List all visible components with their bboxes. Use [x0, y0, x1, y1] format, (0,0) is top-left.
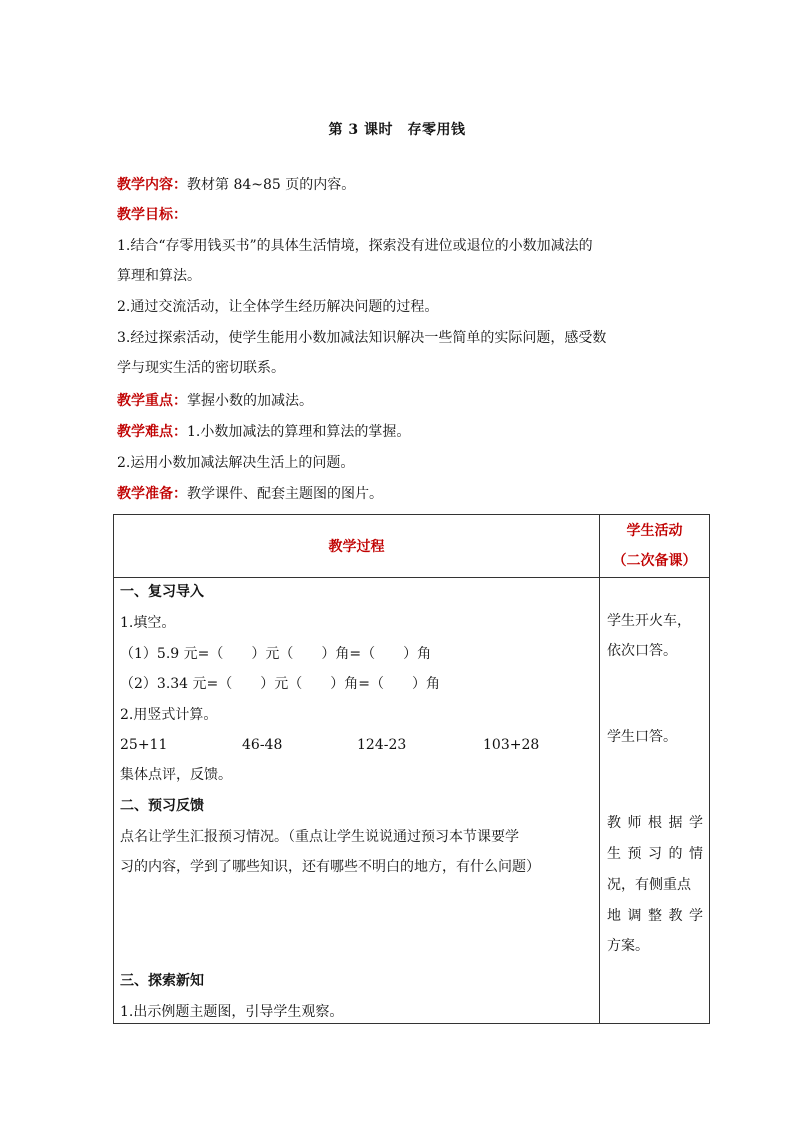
activity-line [607, 844, 703, 864]
header-activity-line: （二次备课） [612, 553, 697, 569]
section-heading: 二、预习反馈 [120, 798, 204, 814]
table-header-row [114, 515, 710, 578]
header-activity-line: 学生活动 [626, 523, 683, 539]
activity-char: 整 [648, 908, 662, 924]
activity-char: 地 [607, 908, 621, 924]
activity-char: 学 [689, 908, 703, 924]
prep-line [117, 484, 383, 504]
expression: 46-48 [242, 737, 283, 753]
prep-text: 教学课件、配套主题图的图片。 [187, 486, 383, 502]
content-line [117, 175, 355, 195]
difficulty-text: 1.小数加减法的算理和算法的掌握。 [187, 424, 411, 440]
content-label: 教学内容： [117, 177, 187, 193]
activity-char: 学 [689, 815, 703, 831]
goal-line: 2.通过交流活动，让全体学生经历解决问题的过程。 [117, 299, 439, 315]
goal-line: 3.经过探索活动，使学生能用小数加减法知识解决一些简单的实际问题，感受数 [117, 330, 607, 346]
activity-char: 教 [668, 908, 683, 924]
goal-line: 算理和算法。 [117, 268, 201, 284]
activity-char: 据 [668, 815, 683, 831]
header-activity [600, 515, 710, 578]
goals-label: 教学目标： [117, 207, 187, 223]
page-title: 第 3 课时 存零用钱 [328, 122, 466, 138]
activity-char: 调 [627, 908, 642, 924]
table-body-row [114, 578, 710, 1024]
activity-char: 根 [648, 815, 662, 831]
process-line: 2.用竖式计算。 [120, 707, 218, 723]
activity-line: 依次口答。 [607, 643, 677, 659]
activity-char: 教 [607, 815, 621, 831]
process-line: 习的内容，学到了哪些知识，还有哪些不明白的地方，有什么问题） [120, 859, 540, 875]
process-cell [114, 578, 600, 1024]
goal-line: 1.结合“存零用钱买书”的具体生活情境，探索没有进位或退位的小数加减法的 [117, 238, 593, 254]
activity-char: 习 [648, 846, 662, 862]
key-point-label: 教学重点： [117, 393, 187, 409]
difficulty-label: 教学难点： [117, 424, 187, 440]
process-line: （2）3.34 元=（ ）元（ ）角=（ ）角 [120, 676, 440, 692]
activity-line [607, 813, 703, 833]
activity-line: 学生口答。 [607, 729, 677, 745]
activity-line [607, 906, 703, 926]
activity-char: 生 [607, 846, 621, 862]
activity-char: 预 [627, 846, 642, 862]
process-line: （1）5.9 元=（ ）元（ ）角=（ ）角 [120, 646, 432, 662]
content-text: 教材第 84~85 页的内容。 [187, 177, 356, 193]
lesson-plan-table [113, 514, 710, 1024]
key-point-line [117, 391, 313, 411]
header-process: 教学过程 [114, 515, 600, 578]
activity-line: 方案。 [607, 938, 649, 954]
process-line: 1.填空。 [120, 615, 176, 631]
expression: 25+11 [120, 737, 168, 753]
prep-label: 教学准备： [117, 486, 187, 502]
activity-char: 的 [668, 846, 683, 862]
activity-line: 况，有侧重点 [607, 877, 691, 893]
process-line: 点名让学生汇报预习情况。（重点让学生说说通过预习本节课要学 [120, 829, 519, 845]
difficulty-line-2: 2.运用小数加减法解决生活上的问题。 [117, 455, 355, 471]
goal-line: 学与现实生活的密切联系。 [117, 360, 285, 376]
section-heading: 一、复习导入 [120, 584, 204, 600]
activity-char: 师 [627, 815, 642, 831]
expression: 124-23 [357, 737, 407, 753]
activity-cell [600, 578, 710, 1024]
key-point-text: 掌握小数的加减法。 [187, 393, 313, 409]
difficulty-line [117, 422, 410, 442]
expression: 103+28 [483, 737, 540, 753]
process-line: 1.出示例题主题图，引导学生观察。 [120, 1004, 344, 1020]
process-line: 集体点评，反馈。 [120, 767, 232, 783]
activity-line: 学生开火车， [607, 613, 691, 629]
activity-char: 情 [689, 846, 703, 862]
section-heading: 三、探索新知 [120, 973, 204, 989]
